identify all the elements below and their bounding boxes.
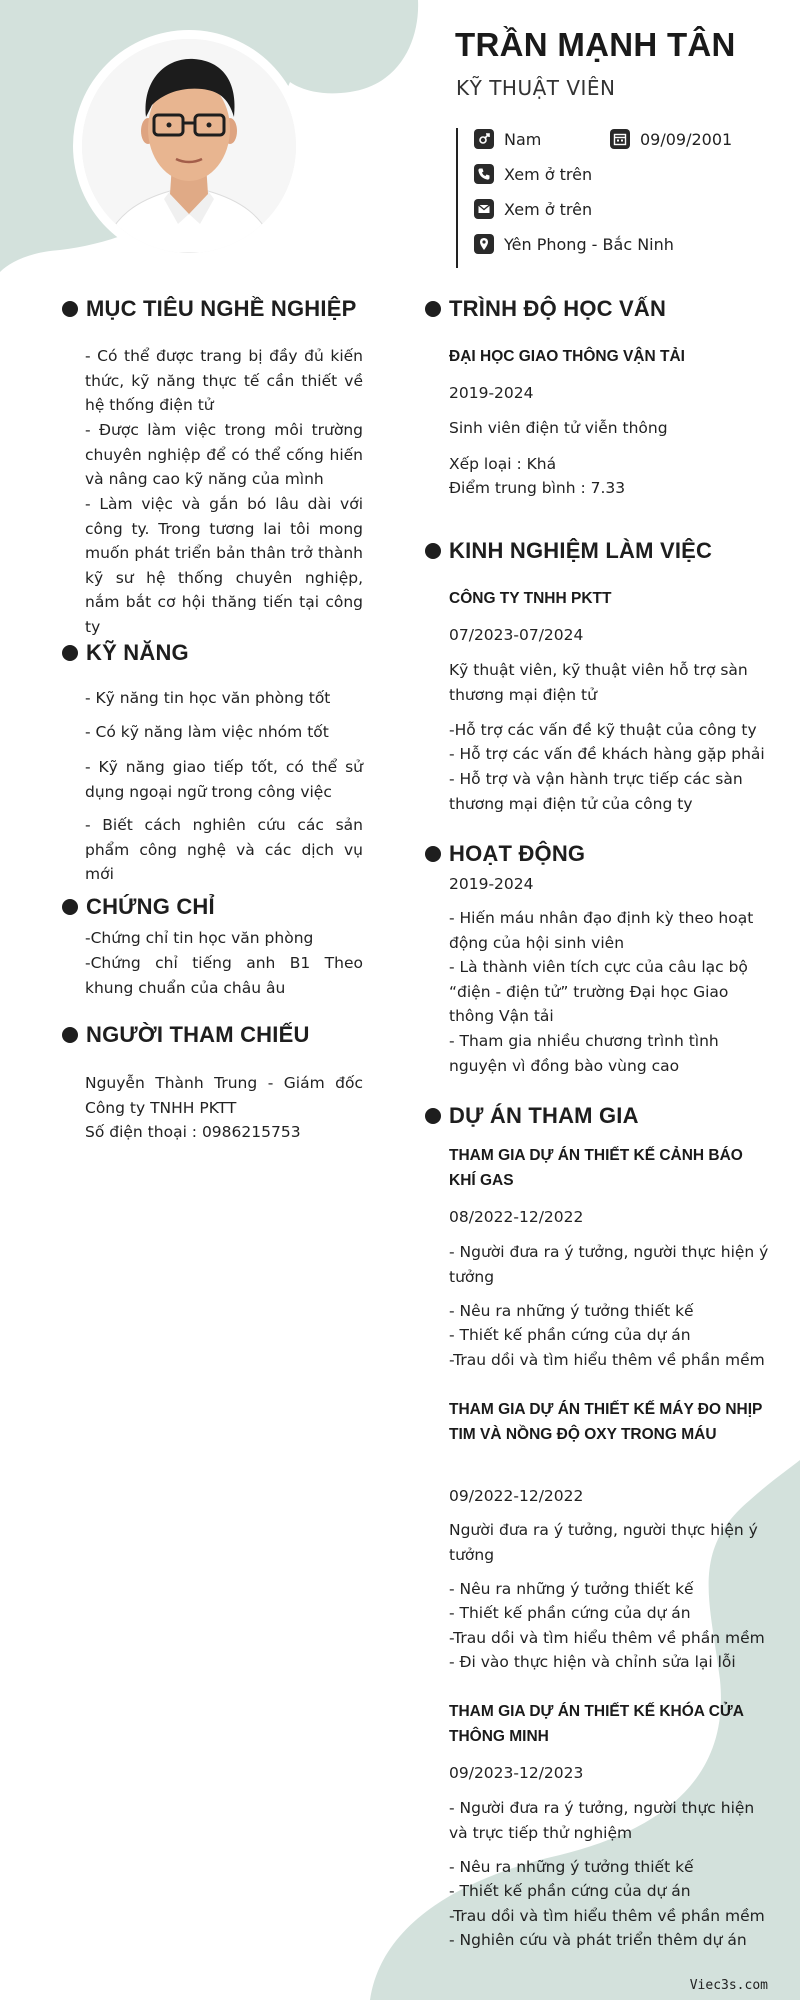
skills-title: KỸ NĂNG — [86, 640, 189, 665]
project-name: THAM GIA DỰ ÁN THIẾT KẾ CẢNH BÁO KHÍ GAS — [449, 1147, 743, 1189]
gender-icon — [474, 129, 494, 149]
project-task: - Nêu ra những ý tưởng thiết kế — [449, 1302, 694, 1320]
objective-heading — [62, 296, 356, 322]
activities-heading — [425, 841, 585, 867]
bullet-dot-icon — [425, 543, 441, 559]
skill-item: - Biết cách nghiên cứu các sản phẩm công nghệ và các dịch vụ mới — [85, 816, 363, 883]
project-task: -Trau dồi và tìm hiểu thêm về phần mềm — [449, 1907, 765, 1925]
experience-heading — [425, 538, 712, 564]
phone-value: Xem ở trên — [504, 164, 593, 184]
project-task: - Nêu ra những ý tưởng thiết kế — [449, 1858, 694, 1876]
candidate-role: KỸ THUẬT VIÊN — [456, 76, 616, 100]
bullet-dot-icon — [425, 846, 441, 862]
project-task: -Trau dồi và tìm hiểu thêm về phần mềm — [449, 1629, 765, 1647]
project-role: - Người đưa ra ý tưởng, người thực hiện ý tưởng — [449, 1243, 769, 1286]
bullet-dot-icon — [425, 1108, 441, 1124]
project-task: - Nêu ra những ý tưởng thiết kế — [449, 1580, 694, 1598]
email-icon — [474, 199, 494, 219]
bullet-dot-icon — [62, 1027, 78, 1043]
email-value: Xem ở trên — [504, 199, 593, 219]
objective-title: MỤC TIÊU NGHỀ NGHIỆP — [86, 296, 357, 321]
objective-paragraph-3: - Làm việc và gắn bó lâu dài với công ty. Trong tương lai tôi mong muốn phát triển bản thân trở thành kỹ sư hệ thống chuyên nghiệp, nắm bắt cơ hội thăng tiến tại công ty — [85, 495, 363, 636]
project-task: - Thiết kế phần cứng của dự án — [449, 1326, 691, 1344]
info-phone — [474, 164, 592, 184]
location-pin-icon — [474, 234, 494, 254]
skills-heading — [62, 640, 189, 666]
project-task: - Nghiên cứu và phát triển thêm dự án — [449, 1931, 747, 1949]
education-gpa: Điểm trung bình : 7.33 — [449, 479, 626, 497]
project-name: THAM GIA DỰ ÁN THIẾT KẾ KHÓA CỬA THÔNG MINH — [449, 1703, 744, 1745]
certificate-item: -Chứng chỉ tin học văn phòng — [85, 929, 314, 947]
project-role: - Người đưa ra ý tưởng, người thực hiện và trực tiếp thử nghiệm — [449, 1799, 755, 1842]
activity-item: - Hiến máu nhân đạo định kỳ theo hoạt động của hội sinh viên — [449, 909, 754, 952]
project-period: 09/2023-12/2023 — [449, 1764, 584, 1782]
experience-duty: -Hỗ trợ các vấn đề kỹ thuật của công ty — [449, 721, 757, 739]
project-task: - Đi vào thực hiện và chỉnh sửa lại lỗi — [449, 1653, 736, 1671]
experience-period: 07/2023-07/2024 — [449, 626, 584, 644]
bullet-dot-icon — [62, 301, 78, 317]
info-divider — [456, 128, 458, 268]
skill-item: - Có kỹ năng làm việc nhóm tốt — [85, 723, 329, 741]
project-name: THAM GIA DỰ ÁN THIẾT KẾ MÁY ĐO NHỊP TIM VÀ NỒNG ĐỘ OXY TRONG MÁU — [449, 1401, 763, 1443]
projects-heading — [425, 1103, 639, 1129]
education-title: TRÌNH ĐỘ HỌC VẤN — [449, 296, 667, 321]
reference-phone: Số điện thoại : 0986215753 — [85, 1123, 301, 1141]
project-role: Người đưa ra ý tưởng, người thực hiện ý tưởng — [449, 1521, 758, 1564]
certificates-heading — [62, 894, 215, 920]
experience-duty: - Hỗ trợ các vấn đề khách hàng gặp phải — [449, 745, 765, 763]
footer-watermark: Viec3s.com — [689, 1978, 768, 1993]
skill-item: - Kỹ năng tin học văn phòng tốt — [85, 689, 331, 707]
reference-title: NGƯỜI THAM CHIẾU — [86, 1022, 310, 1047]
activity-item: - Là thành viên tích cực của câu lạc bộ “điện - điện tử” trường Đại học Giao thông Vận tải — [449, 958, 748, 1025]
project-task: - Thiết kế phần cứng của dự án — [449, 1604, 691, 1622]
reference-heading — [62, 1022, 310, 1048]
project-period: 08/2022-12/2022 — [449, 1208, 584, 1226]
info-birthday — [610, 129, 732, 149]
certificates-title: CHỨNG CHỈ — [86, 894, 215, 919]
activity-item: - Tham gia nhiều chương trình tình nguyện vì đồng bào vùng cao — [449, 1032, 719, 1075]
bullet-dot-icon — [62, 899, 78, 915]
skill-item: - Kỹ năng giao tiếp tốt, có thể sử dụng ngoại ngữ trong công việc — [85, 758, 363, 801]
education-rank: Xếp loại : Khá — [449, 455, 557, 473]
address-value: Yên Phong - Bắc Ninh — [504, 234, 674, 254]
project-task: - Thiết kế phần cứng của dự án — [449, 1882, 691, 1900]
project-period: 09/2022-12/2022 — [449, 1487, 584, 1505]
avatar — [82, 39, 296, 253]
info-address — [474, 234, 674, 254]
experience-company: CÔNG TY TNHH PKTT — [449, 590, 612, 607]
reference-contact: Nguyễn Thành Trung - Giám đốc Công ty TNHH PKTT — [85, 1074, 363, 1117]
phone-icon — [474, 164, 494, 184]
birthday-value: 09/09/2001 — [640, 129, 733, 149]
candidate-name: TRẦN MẠNH TÂN — [455, 26, 736, 63]
activities-title: HOẠT ĐỘNG — [449, 841, 586, 866]
bullet-dot-icon — [425, 301, 441, 317]
project-task: -Trau dồi và tìm hiểu thêm về phần mềm — [449, 1351, 765, 1369]
education-school: ĐẠI HỌC GIAO THÔNG VẬN TẢI — [449, 348, 685, 365]
objective-paragraph-2: - Được làm việc trong môi trường chuyên nghiệp để có thể cống hiến và nâng cao kỹ năng của mình — [85, 421, 363, 488]
objective-paragraph-1: - Có thể được trang bị đầy đủ kiến thức, kỹ năng thực tế cần thiết về hệ thống điện tử — [85, 347, 363, 414]
education-period: 2019-2024 — [449, 384, 534, 402]
experience-duty: - Hỗ trợ và vận hành trực tiếp các sàn thương mại điện tử của công ty — [449, 770, 743, 813]
bullet-dot-icon — [62, 645, 78, 661]
education-major: Sinh viên điện tử viễn thông — [449, 419, 668, 437]
projects-title: DỰ ÁN THAM GIA — [449, 1103, 639, 1128]
activities-period: 2019-2024 — [449, 875, 534, 893]
info-email — [474, 199, 592, 219]
profile-photo — [82, 39, 296, 253]
experience-position: Kỹ thuật viên, kỹ thuật viên hỗ trợ sàn thương mại điện tử — [449, 661, 748, 704]
calendar-icon — [610, 129, 630, 149]
certificate-item: -Chứng chỉ tiếng anh B1 Theo khung chuẩn của châu âu — [85, 954, 363, 997]
experience-title: KINH NGHIỆM LÀM VIỆC — [449, 538, 713, 563]
gender-value: Nam — [504, 129, 542, 149]
education-heading — [425, 296, 666, 322]
info-gender — [474, 129, 541, 149]
